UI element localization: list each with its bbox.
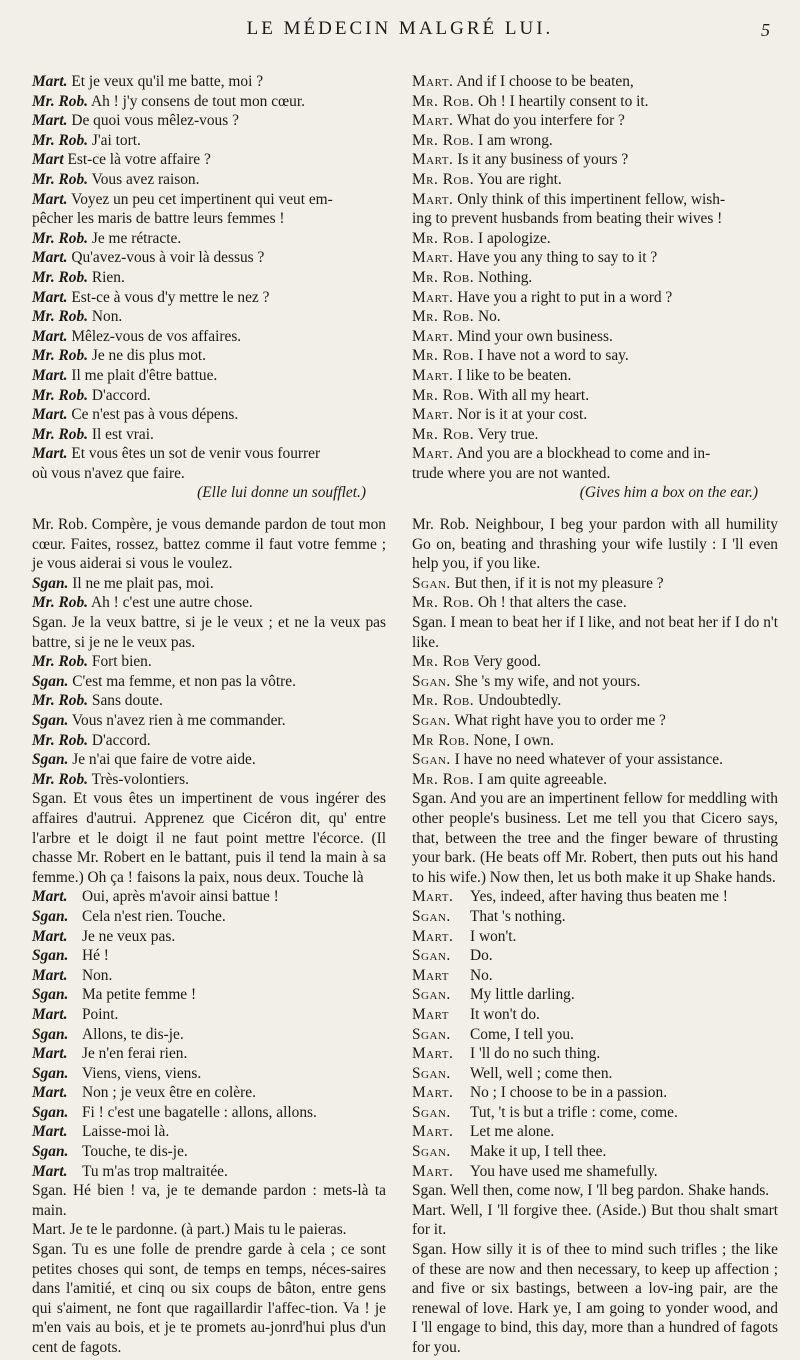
spoken-text: D'accord. bbox=[88, 386, 151, 404]
spoken-text: Ma petite femme ! bbox=[82, 986, 197, 1004]
spoken-text: I am wrong. bbox=[474, 131, 553, 149]
dialogue-line bbox=[32, 405, 386, 425]
dialogue-line bbox=[32, 966, 386, 986]
speaker-name: Mart. bbox=[32, 112, 68, 130]
spoken-text: Let me alone. bbox=[470, 1123, 555, 1141]
spoken-text: pêcher les maris de battre leurs femmes ! bbox=[32, 210, 285, 228]
spoken-text: No. bbox=[474, 308, 501, 326]
spoken-text: Nothing. bbox=[474, 268, 533, 286]
speaker-name: Sgan. bbox=[32, 947, 69, 965]
english-paragraph: Sgan. And you are an impertinent fellow for meddling with other people's business. Let me tell you that Cicero says, that, between the tree and the finger beware of thrusting your bark. (He beats off Mr. Robert, then puts out his hand to his wife.) Now then, let us both make it up Shake hands. bbox=[412, 790, 778, 886]
spoken-text: Tut, 't is but a trifle : come, come. bbox=[470, 1103, 678, 1121]
speaker-name: Mr. Rob. bbox=[32, 770, 89, 788]
english-dialogue-block bbox=[412, 574, 778, 613]
dialogue-line bbox=[412, 1005, 778, 1025]
speaker-name: Sgan. bbox=[32, 712, 69, 729]
speaker-name: Mart. bbox=[412, 327, 454, 345]
spoken-text: Fort bien. bbox=[88, 653, 152, 671]
speaker-name: Mart. bbox=[412, 112, 454, 130]
dialogue-line bbox=[412, 307, 778, 327]
speaker-name: Mr. Rob. bbox=[32, 386, 89, 404]
speaker-name: Sgan. bbox=[412, 1103, 451, 1121]
dialogue-line bbox=[32, 907, 386, 927]
dialogue-line bbox=[412, 1103, 778, 1123]
speaker-name: Mart. bbox=[32, 190, 68, 208]
french-paragraph: Sgan. Hé bien ! va, je te demande pardon : mets-là ta main. bbox=[32, 1182, 386, 1219]
dialogue-line bbox=[32, 1103, 386, 1123]
speaker-name: Mart bbox=[32, 151, 64, 169]
dialogue-line bbox=[412, 985, 778, 1005]
speaker-name: Mart. bbox=[412, 249, 454, 267]
dialogue-line bbox=[412, 190, 778, 210]
speaker-name: Sgan. bbox=[412, 712, 451, 729]
spoken-text: Oh ! that alters the case. bbox=[474, 594, 627, 612]
speaker-name: Mart. bbox=[32, 1162, 68, 1180]
speaker-name: Mart. bbox=[412, 1123, 454, 1141]
dialogue-line bbox=[412, 1044, 778, 1064]
spoken-text: Je n'en ferai rien. bbox=[82, 1045, 188, 1063]
speaker-name: Mr Rob. bbox=[412, 731, 470, 749]
running-head: LE MÉDECIN MALGRÉ LUI. bbox=[246, 18, 554, 39]
speaker-name: Mr. Rob. bbox=[412, 347, 475, 365]
spoken-text: Très-volontiers. bbox=[88, 770, 189, 788]
spoken-text: Tu m'as trop maltraitée. bbox=[82, 1162, 228, 1180]
spoken-text: Point. bbox=[82, 1005, 119, 1023]
dialogue-line bbox=[32, 229, 386, 249]
spoken-text: Vous n'avez rien à me commander. bbox=[68, 712, 286, 729]
spoken-text: Oh ! I heartily consent to it. bbox=[474, 92, 649, 110]
dialogue-line bbox=[412, 268, 778, 288]
dialogue-line bbox=[32, 887, 386, 907]
speaker-name: Mr. Rob. bbox=[32, 131, 89, 149]
dialogue-line bbox=[32, 927, 386, 947]
dialogue-line bbox=[32, 288, 386, 308]
dialogue-line bbox=[32, 150, 386, 170]
spoken-text: Allons, te dis-je. bbox=[82, 1025, 184, 1043]
speaker-name: Sgan. bbox=[32, 672, 69, 690]
spoken-text: où vous n'avez que faire. bbox=[32, 464, 185, 482]
speaker-name: Sgan. bbox=[32, 907, 69, 925]
speaker-name: Mr. Rob. bbox=[32, 92, 89, 110]
dialogue-line bbox=[412, 92, 778, 112]
spoken-text: Ce n'est pas à vous dépens. bbox=[67, 406, 239, 424]
english-paragraph: Sgan. I mean to beat her if I like, and not beat her if I do n't like. bbox=[412, 614, 778, 651]
dialogue-line bbox=[32, 985, 386, 1005]
speaker-name: Mr. Rob. bbox=[412, 770, 475, 788]
spoken-text: Is it any business of yours ? bbox=[453, 151, 629, 169]
dialogue-line bbox=[412, 150, 778, 170]
dialogue-line bbox=[32, 1083, 386, 1103]
speaker-name: Sgan. bbox=[32, 1103, 69, 1121]
english-paragraph: Mart. Well, I 'll forgive thee. (Aside.) But thou shalt smart for it. bbox=[412, 1201, 778, 1239]
dialogue-line bbox=[32, 672, 386, 692]
spoken-text: It won't do. bbox=[470, 1005, 540, 1023]
dialogue-line bbox=[32, 209, 386, 229]
dialogue-line bbox=[412, 464, 778, 484]
dialogue-line bbox=[412, 327, 778, 347]
spoken-text: What right have you to order me ? bbox=[450, 712, 666, 729]
french-dialogue-block bbox=[32, 652, 386, 789]
english-dialogue-block bbox=[412, 72, 778, 483]
spoken-text: Fi ! c'est une bagatelle : allons, allons. bbox=[82, 1103, 317, 1121]
spoken-text: I won't. bbox=[470, 927, 517, 945]
speaker-name: Sgan. bbox=[412, 1025, 451, 1043]
speaker-name: Sgan. bbox=[412, 907, 451, 925]
spoken-text: Je n'ai que faire de votre aide. bbox=[68, 751, 256, 769]
spoken-text: Yes, indeed, after having thus beaten me ! bbox=[470, 888, 728, 906]
speaker-name: Sgan. bbox=[412, 574, 451, 592]
dialogue-line bbox=[412, 946, 778, 966]
french-paragraph: Sgan. Tu es une folle de prendre garde à cela ; ce sont petites choses qui sont, de temps en temps, néces-saires dans l'amitié, et cinq ou six coups de bâton, entre gens qui s'aiment, ne font que ragaillardir l'affec-tion. Va ! je m'en vais au bois, et je te promets au-jonrd'hui plus d'un cent de fagots. bbox=[32, 1241, 386, 1356]
speaker-name: Mart bbox=[412, 1005, 450, 1023]
dialogue-line bbox=[412, 887, 778, 907]
spoken-text: J'ai tort. bbox=[88, 131, 141, 149]
dialogue-line bbox=[32, 750, 386, 770]
speaker-name: Sgan. bbox=[32, 1143, 69, 1161]
page-number: 5 bbox=[761, 20, 770, 40]
dialogue-line bbox=[412, 652, 778, 672]
spoken-text: Make it up, I tell thee. bbox=[470, 1143, 607, 1161]
spoken-text: Very true. bbox=[474, 425, 539, 443]
speaker-name: Sgan. bbox=[32, 1064, 69, 1082]
dialogue-line bbox=[412, 1064, 778, 1084]
spoken-text: You have used me shamefully. bbox=[470, 1162, 658, 1180]
dialogue-line bbox=[32, 711, 386, 731]
french-paragraph: Sgan. Je la veux battre, si je le veux ; et ne la veux pas battre, si je ne le veux pas. bbox=[32, 614, 386, 651]
spoken-text: That 's nothing. bbox=[470, 907, 566, 925]
dialogue-line bbox=[412, 1083, 778, 1103]
spoken-text: Only think of this impertinent fellow, wish- bbox=[453, 190, 726, 208]
speaker-name: Mart. bbox=[412, 927, 454, 945]
english-column bbox=[412, 72, 778, 1358]
speaker-name: Mart. bbox=[32, 327, 68, 345]
speaker-name: Mr. Rob. bbox=[412, 386, 475, 404]
spoken-text: I have not a word to say. bbox=[474, 347, 629, 365]
speaker-name: Mart. bbox=[412, 1084, 454, 1102]
speaker-name: Mr. Rob bbox=[412, 653, 470, 671]
spoken-text: Vous avez raison. bbox=[88, 170, 200, 188]
english-paragraph: Sgan. How silly it is of thee to mind such trifles ; the like of these are now and then necessary, to keep up affection ; and five or six bastings, between a lov-ing pair, are the renewal of love. Hark ye, I am going to yonder wood, and I 'll engage to bind, this day, more than a hundred of fagots for you. bbox=[412, 1241, 778, 1356]
speaker-name: Mr. Rob. bbox=[412, 131, 475, 149]
speaker-name: Mart. bbox=[32, 927, 68, 945]
speaker-name: Mart. bbox=[32, 288, 68, 306]
speaker-name: Mart. bbox=[412, 888, 454, 906]
dialogue-line bbox=[32, 1064, 386, 1084]
dialogue-line bbox=[32, 346, 386, 366]
speaker-name: Mart. bbox=[412, 406, 454, 424]
spoken-text: I apologize. bbox=[474, 229, 551, 247]
spoken-text: ing to prevent husbands from beating their wives ! bbox=[412, 210, 723, 228]
speaker-name: Sgan. bbox=[412, 1064, 451, 1082]
dialogue-line bbox=[32, 1005, 386, 1025]
speaker-name: Mart. bbox=[412, 445, 454, 463]
speaker-name: Sgan. bbox=[412, 1143, 451, 1161]
spoken-text: With all my heart. bbox=[474, 386, 590, 404]
dialogue-line bbox=[412, 209, 778, 229]
spoken-text: Et je veux qu'il me batte, moi ? bbox=[67, 73, 264, 90]
french-dialogue-block bbox=[32, 887, 386, 1181]
french-dialogue-block bbox=[32, 574, 386, 613]
dialogue-line bbox=[412, 1025, 778, 1045]
spoken-text: Come, I tell you. bbox=[470, 1025, 574, 1043]
spoken-text: I 'll do no such thing. bbox=[470, 1045, 601, 1063]
dialogue-line bbox=[412, 711, 778, 731]
dialogue-line bbox=[32, 574, 386, 594]
spoken-text: Have you any thing to say to it ? bbox=[453, 249, 658, 267]
speaker-name: Mr. Rob. bbox=[412, 425, 475, 443]
spoken-text: Cela n'est rien. Touche. bbox=[82, 907, 226, 925]
speaker-name: Mart bbox=[412, 966, 450, 984]
spoken-text: trude where you are not wanted. bbox=[412, 464, 611, 482]
speaker-name: Mr. Rob. bbox=[32, 692, 89, 710]
speaker-name: Sgan. bbox=[32, 751, 69, 769]
spoken-text: Non. bbox=[82, 966, 113, 984]
dialogue-line bbox=[32, 770, 386, 790]
speaker-name: Sgan. bbox=[412, 986, 451, 1004]
spoken-text: Have you a right to put in a word ? bbox=[453, 288, 673, 306]
dialogue-line bbox=[412, 131, 778, 151]
speaker-name: Mr. Rob. bbox=[32, 268, 89, 286]
spoken-text: Je me rétracte. bbox=[88, 229, 182, 247]
speaker-name: Mart. bbox=[32, 888, 68, 906]
spoken-text: Rien. bbox=[88, 268, 125, 286]
spoken-text: Viens, viens, viens. bbox=[82, 1064, 202, 1082]
speaker-name: Sgan. bbox=[32, 986, 69, 1004]
dialogue-line bbox=[412, 574, 778, 594]
spoken-text: Il me plait d'être battue. bbox=[67, 366, 218, 384]
dialogue-line bbox=[412, 966, 778, 986]
speaker-name: Mart. bbox=[32, 445, 68, 463]
speaker-name: Sgan. bbox=[412, 672, 451, 690]
spoken-text: C'est ma femme, et non pas la vôtre. bbox=[68, 672, 296, 690]
spoken-text: Touche, te dis-je. bbox=[82, 1143, 188, 1161]
speaker-name: Mr. Rob. bbox=[412, 594, 475, 612]
spoken-text: Hé ! bbox=[82, 947, 109, 965]
spoken-text: Et vous êtes un sot de venir vous fourrer bbox=[67, 445, 321, 463]
speaker-name: Mr. Rob. bbox=[32, 653, 89, 671]
dialogue-line bbox=[412, 229, 778, 249]
dialogue-line bbox=[32, 593, 386, 613]
dialogue-line bbox=[412, 111, 778, 131]
spoken-text: You are right. bbox=[474, 170, 562, 188]
dialogue-line bbox=[412, 907, 778, 927]
dialogue-line bbox=[412, 1142, 778, 1162]
dialogue-line bbox=[32, 190, 386, 210]
spoken-text: Voyez un peu cet impertinent qui veut em- bbox=[67, 190, 333, 208]
spoken-text: Est-ce à vous d'y mettre le nez ? bbox=[67, 288, 270, 306]
speaker-name: Mr. Rob. bbox=[32, 731, 89, 749]
speaker-name: Mart. bbox=[32, 966, 68, 984]
dialogue-line bbox=[412, 750, 778, 770]
speaker-name: Sgan. bbox=[32, 574, 69, 592]
spoken-text: Sans doute. bbox=[88, 692, 163, 710]
spoken-text: Il est vrai. bbox=[88, 425, 154, 443]
dialogue-line bbox=[32, 111, 386, 131]
dialogue-line bbox=[412, 288, 778, 308]
dialogue-line bbox=[412, 386, 778, 406]
dialogue-line bbox=[412, 927, 778, 947]
dialogue-line bbox=[412, 366, 778, 386]
speaker-name: Mart. bbox=[412, 151, 454, 169]
speaker-name: Mr. Rob. bbox=[32, 594, 89, 612]
speaker-name: Mr. Rob. bbox=[412, 692, 475, 710]
spoken-text: She 's my wife, and not yours. bbox=[450, 672, 641, 690]
dialogue-line bbox=[32, 946, 386, 966]
dialogue-line bbox=[32, 307, 386, 327]
dialogue-line bbox=[412, 425, 778, 445]
english-dialogue-block bbox=[412, 887, 778, 1181]
spoken-text: Il ne me plait pas, moi. bbox=[68, 574, 214, 592]
speaker-name: Mr. Rob. bbox=[32, 347, 89, 365]
dialogue-line bbox=[32, 691, 386, 711]
spoken-text: What do you interfere for ? bbox=[453, 112, 625, 130]
dialogue-line bbox=[32, 366, 386, 386]
spoken-text: My little darling. bbox=[470, 986, 575, 1004]
speaker-name: Mart. bbox=[32, 1084, 68, 1102]
english-paragraph: Sgan. Well then, come now, I 'll beg pardon. Shake hands. bbox=[412, 1182, 770, 1200]
dialogue-line bbox=[412, 72, 778, 92]
dialogue-line bbox=[32, 444, 386, 464]
speaker-name: Mr. Rob. bbox=[412, 268, 475, 286]
speaker-name: Mart. bbox=[412, 1162, 454, 1180]
dialogue-line bbox=[412, 593, 778, 613]
dialogue-line bbox=[32, 1142, 386, 1162]
speaker-name: Mart. bbox=[412, 288, 454, 306]
speaker-name: Mart. bbox=[32, 366, 68, 384]
spoken-text: None, I own. bbox=[469, 731, 554, 749]
spoken-text: Laisse-moi là. bbox=[82, 1123, 170, 1141]
dialogue-line bbox=[32, 1122, 386, 1142]
dialogue-line bbox=[32, 464, 386, 484]
speaker-name: Sgan. bbox=[412, 751, 451, 769]
french-stage-direction: (Elle lui donne un soufflet.) bbox=[197, 484, 366, 502]
spoken-text: And if I choose to be beaten, bbox=[453, 73, 634, 90]
speaker-name: Mr. Rob. bbox=[32, 170, 89, 188]
speaker-name: Mart. bbox=[412, 73, 454, 90]
dialogue-line bbox=[412, 770, 778, 790]
dialogue-line bbox=[412, 346, 778, 366]
dialogue-line bbox=[412, 170, 778, 190]
dialogue-line bbox=[412, 691, 778, 711]
french-paragraph: Sgan. Et vous êtes un impertinent de vous ingérer des affaires d'autrui. Apprenez que Cicéron dit, qu' entre l'arbre et le doigt il ne faut point mettre l'écorce. (Il chasse Mr. Robert en le battant, puis il tend la main à sa femme.) Oh ça ! faisons la paix, nous deux. Touche là bbox=[32, 790, 386, 886]
speaker-name: Mr. Rob. bbox=[32, 308, 89, 326]
speaker-name: Mr. Rob. bbox=[412, 170, 475, 188]
dialogue-line bbox=[32, 72, 386, 92]
dialogue-line bbox=[32, 1044, 386, 1064]
french-paragraph: Mr. Rob. Compère, je vous demande pardon de tout mon cœur. Faites, rossez, battez comme il faut votre femme ; je vous aiderai si vous le voulez. bbox=[32, 516, 386, 573]
dialogue-line bbox=[32, 386, 386, 406]
spoken-text: De quoi vous mêlez-vous ? bbox=[67, 112, 239, 130]
spoken-text: Ah ! j'y consens de tout mon cœur. bbox=[88, 92, 305, 110]
dialogue-line bbox=[412, 731, 778, 751]
spoken-text: D'accord. bbox=[88, 731, 151, 749]
speaker-name: Mart. bbox=[412, 190, 454, 208]
speaker-name: Mart. bbox=[32, 1005, 68, 1023]
speaker-name: Mr. Rob. bbox=[412, 308, 475, 326]
spoken-text: Do. bbox=[470, 947, 493, 965]
spoken-text: No. bbox=[470, 966, 493, 984]
spoken-text: Undoubtedly. bbox=[474, 692, 562, 710]
dialogue-line bbox=[32, 731, 386, 751]
speaker-name: Sgan. bbox=[412, 947, 451, 965]
dialogue-line bbox=[32, 327, 386, 347]
dialogue-line bbox=[32, 170, 386, 190]
dialogue-line bbox=[32, 1025, 386, 1045]
speaker-name: Mart. bbox=[32, 1123, 68, 1141]
spoken-text: Oui, après m'avoir ainsi battue ! bbox=[82, 888, 279, 906]
speaker-name: Mart. bbox=[32, 406, 68, 424]
spoken-text: Mêlez-vous de vos affaires. bbox=[67, 327, 242, 345]
spoken-text: Nor is it at your cost. bbox=[453, 406, 588, 424]
french-column bbox=[32, 72, 386, 1358]
spoken-text: Qu'avez-vous à voir là dessus ? bbox=[67, 249, 265, 267]
dialogue-line bbox=[412, 444, 778, 464]
dialogue-line bbox=[32, 652, 386, 672]
speaker-name: Mart. bbox=[32, 73, 68, 90]
spoken-text: Est-ce là votre affaire ? bbox=[63, 151, 211, 169]
english-dialogue-block bbox=[412, 652, 778, 789]
speaker-name: Mart. bbox=[32, 249, 68, 267]
dialogue-line bbox=[32, 425, 386, 445]
speaker-name: Mr. Rob. bbox=[32, 229, 89, 247]
dialogue-line bbox=[32, 1162, 386, 1182]
spoken-text: Je ne veux pas. bbox=[82, 927, 176, 945]
french-dialogue-block bbox=[32, 72, 386, 483]
spoken-text: And you are a blockhead to come and in- bbox=[453, 445, 711, 463]
spoken-text: Well, well ; come then. bbox=[470, 1064, 613, 1082]
spoken-text: But then, if it is not my pleasure ? bbox=[450, 574, 664, 592]
spoken-text: Mind your own business. bbox=[453, 327, 613, 345]
dialogue-line bbox=[412, 1162, 778, 1182]
speaker-name: Sgan. bbox=[32, 1025, 69, 1043]
english-paragraph: Mr. Rob. Neighbour, I beg your pardon with all humility Go on, beating and thrashing your wife lustily : I 'll even help you, if you like. bbox=[412, 516, 778, 573]
speaker-name: Mr. Rob. bbox=[32, 425, 89, 443]
french-paragraph: Mart. Je te le pardonne. (à part.) Mais tu le paieras. bbox=[32, 1221, 347, 1239]
spoken-text: I have no need whatever of your assistance. bbox=[450, 751, 723, 769]
english-stage-direction: (Gives him a box on the ear.) bbox=[579, 484, 758, 502]
dialogue-line bbox=[32, 248, 386, 268]
dialogue-line bbox=[32, 268, 386, 288]
dialogue-line bbox=[32, 131, 386, 151]
dialogue-line bbox=[412, 248, 778, 268]
spoken-text: Non. bbox=[88, 308, 123, 326]
spoken-text: Very good. bbox=[469, 653, 541, 671]
dialogue-line bbox=[412, 1122, 778, 1142]
speaker-name: Mr. Rob. bbox=[412, 92, 475, 110]
dialogue-line bbox=[412, 672, 778, 692]
speaker-name: Mart. bbox=[412, 366, 454, 384]
dialogue-line bbox=[32, 92, 386, 112]
spoken-text: I am quite agreeable. bbox=[474, 770, 608, 788]
speaker-name: Mart. bbox=[412, 1045, 454, 1063]
spoken-text: Non ; je veux être en colère. bbox=[82, 1084, 256, 1102]
dialogue-line bbox=[412, 405, 778, 425]
spoken-text: Je ne dis plus mot. bbox=[88, 347, 207, 365]
spoken-text: Ah ! c'est une autre chose. bbox=[88, 594, 253, 612]
spoken-text: I like to be beaten. bbox=[453, 366, 572, 384]
speaker-name: Mr. Rob. bbox=[412, 229, 475, 247]
spoken-text: No ; I choose to be in a passion. bbox=[470, 1084, 668, 1102]
speaker-name: Mart. bbox=[32, 1045, 68, 1063]
